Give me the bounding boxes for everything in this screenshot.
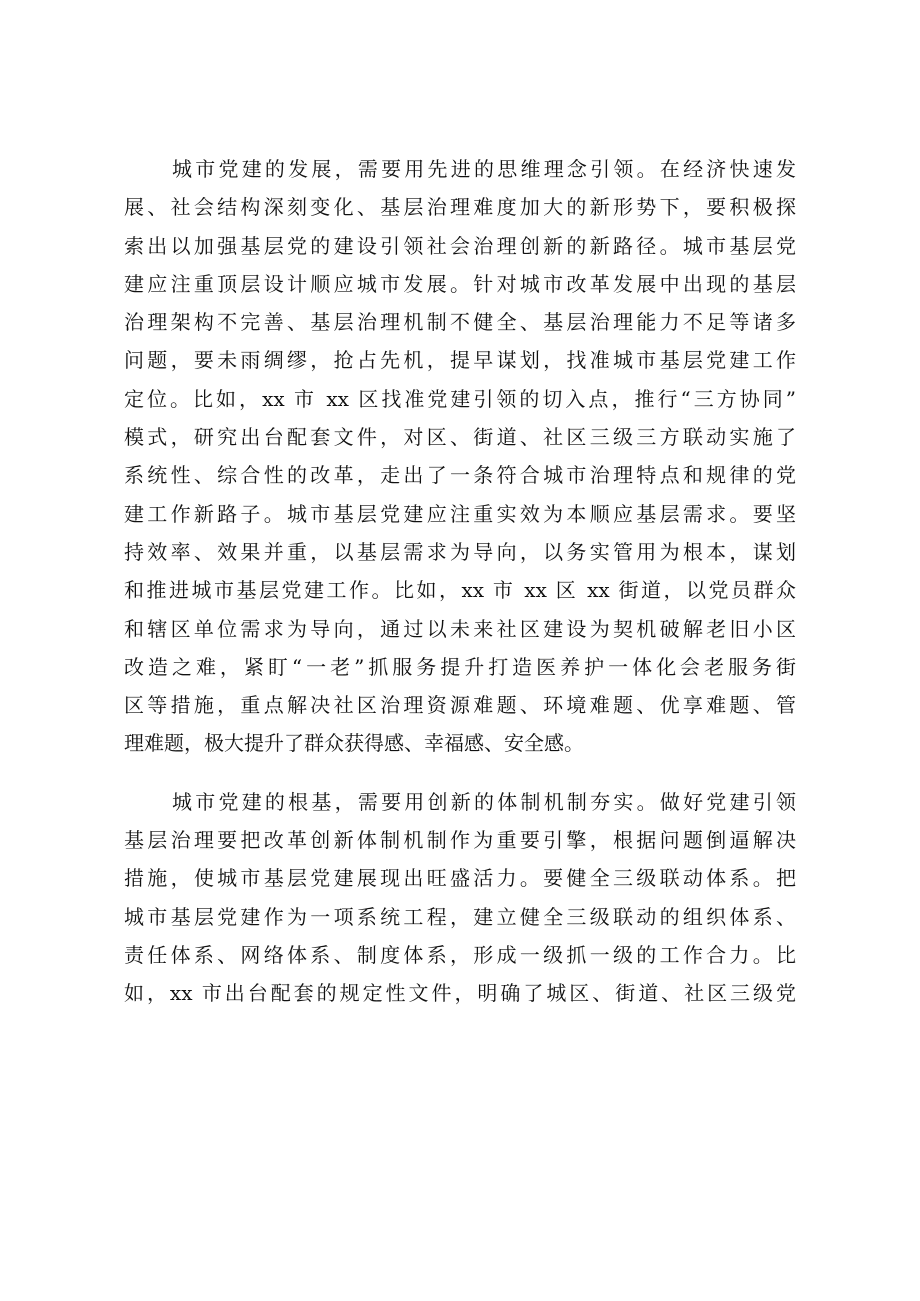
text-line: 问题，要未雨绸缪，抢占先机，提早谋划，找准城市基层党建工作 [124, 348, 796, 373]
text-line: 措施，使城市基层党建展现出旺盛活力。要健全三级联动体系。把 [124, 866, 796, 891]
text-line: 基层治理要把改革创新体制机制作为重要引擎，根据问题倒逼解决 [124, 828, 796, 853]
text-line: 建工作新路子。城市基层党建应注重实效为本顺应基层需求。要坚 [124, 501, 796, 526]
text-line: 治理架构不完善、基层治理机制不健全、基层治理能力不足等诸多 [124, 310, 796, 335]
text-line: 理难题，极大提升了群众获得感、幸福感、安全感。 [124, 731, 584, 756]
text-line: 城市基层党建作为一项系统工程，建立健全三级联动的组织体系、 [124, 904, 796, 929]
text-line: 和推进城市基层党建工作。比如，xx 市 xx 区 xx 街道，以党员群众 [124, 578, 796, 603]
paragraph-1 [124, 150, 796, 763]
text-line: 和辖区单位需求为导向，通过以未来社区建设为契机破解老旧小区 [124, 616, 796, 641]
text-line: 展、社会结构深刻变化、基层治理难度加大的新形势下，要积极探 [124, 195, 796, 220]
paragraph-2 [124, 783, 796, 1013]
text-line: 如，xx 市出台配套的规定性文件，明确了城区、街道、社区三级党 [124, 981, 796, 1006]
text-line: 城市党建的根基，需要用创新的体制机制夯实。做好党建引领 [172, 789, 796, 814]
text-line: 区等措施，重点解决社区治理资源难题、环境难题、优享难题、管 [124, 693, 796, 718]
text-line: 系统性、综合性的改革，走出了一条符合城市治理特点和规律的党 [124, 463, 796, 488]
text-line: 索出以加强基层党的建设引领社会治理创新的新路径。城市基层党 [124, 233, 796, 258]
text-line: 改造之难，紧盯“一老”抓服务提升打造医养护一体化会老服务街 [124, 654, 796, 679]
text-line: 城市党建的发展，需要用先进的思维理念引领。在经济快速发 [172, 157, 796, 181]
document-body [124, 150, 796, 1013]
text-line: 建应注重顶层设计顺应城市发展。针对城市改革发展中出现的基层 [124, 271, 796, 296]
text-line: 模式，研究出台配套文件，对区、街道、社区三级三方联动实施了 [124, 425, 796, 450]
text-line: 持效率、效果并重，以基层需求为导向，以务实管用为根本，谋划 [124, 539, 796, 564]
text-line: 责任体系、网络体系、制度体系，形成一级抓一级的工作合力。比 [124, 942, 796, 967]
text-line: 定位。比如，xx 市 xx 区找准党建引领的切入点，推行“三方协同” [124, 386, 796, 411]
